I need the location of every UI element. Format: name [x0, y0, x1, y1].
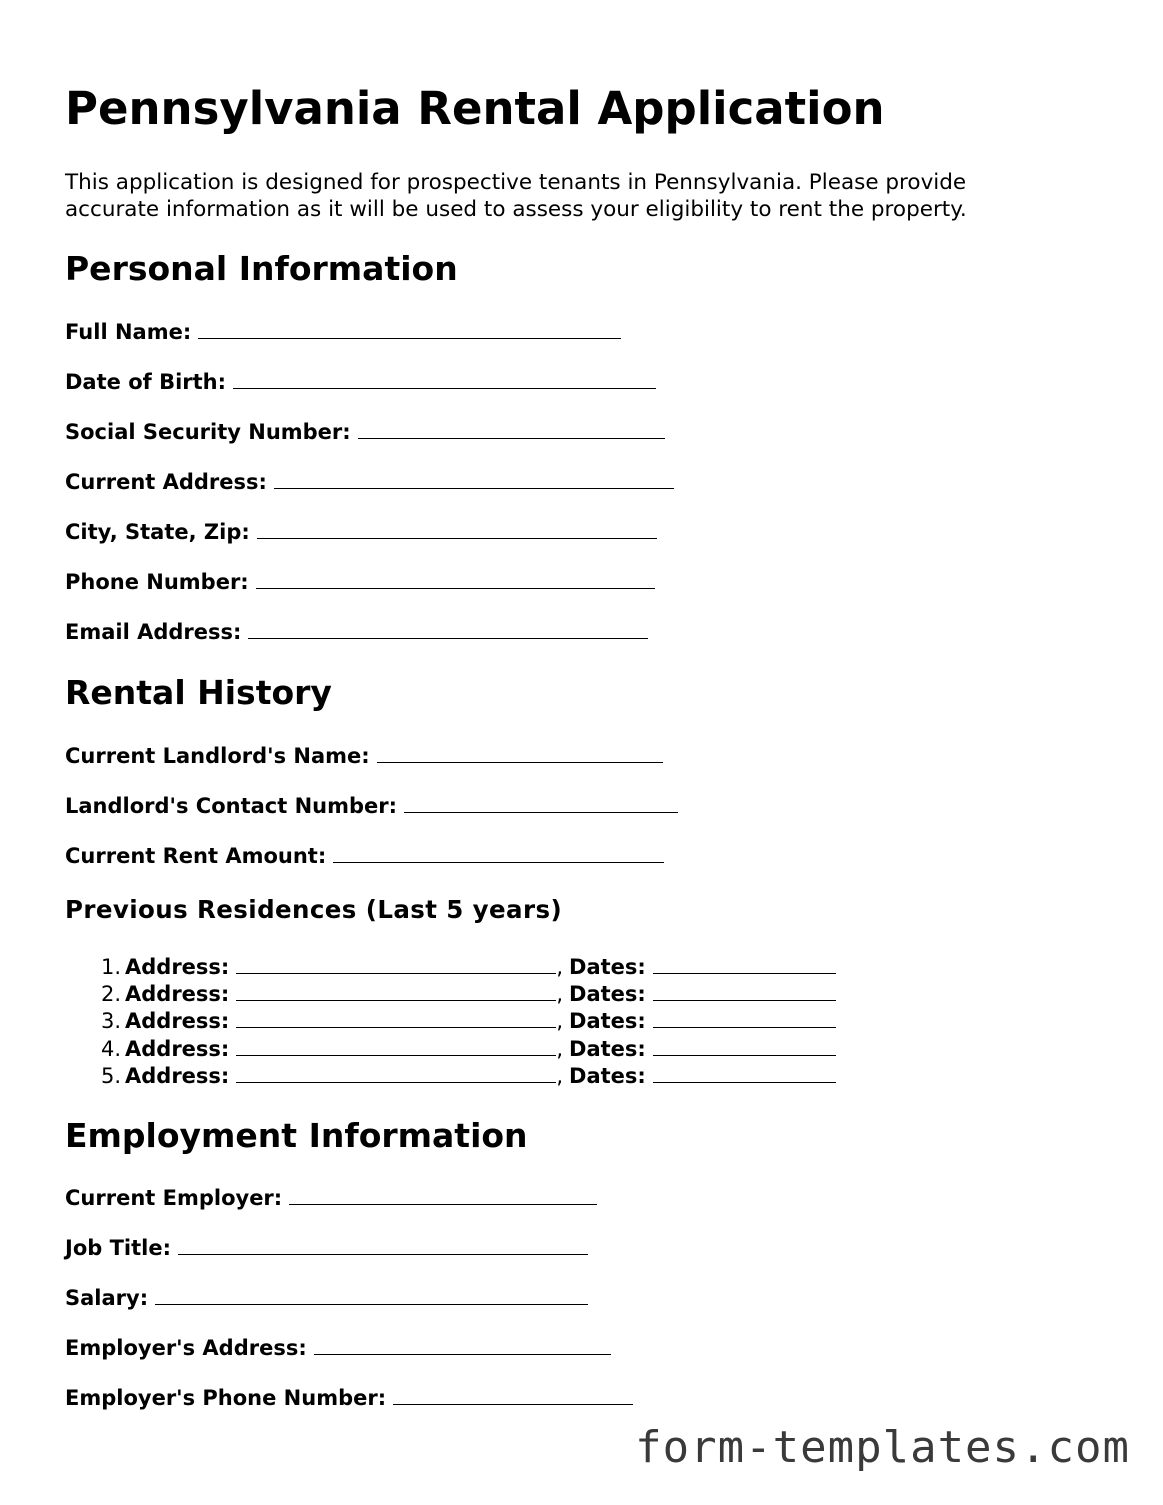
blank-line[interactable] — [289, 1184, 597, 1205]
field-label: Current Employer: — [65, 1186, 283, 1210]
current-address-field[interactable] — [65, 468, 674, 496]
field-label: Salary: — [65, 1286, 149, 1310]
employer-address-field[interactable] — [65, 1334, 611, 1362]
blank-line[interactable] — [333, 842, 664, 863]
blank-line[interactable] — [256, 568, 655, 589]
blank-line[interactable] — [377, 742, 663, 763]
address-blank[interactable] — [236, 1035, 556, 1056]
current-rent-amount-field[interactable] — [65, 842, 664, 870]
list-number: 1. — [100, 955, 121, 979]
field-label: Current Rent Amount: — [65, 844, 327, 868]
blank-line[interactable] — [178, 1234, 588, 1255]
dates-label: Dates: — [569, 1009, 646, 1034]
employer-phone-number-field[interactable] — [65, 1384, 633, 1412]
address-label: Address: — [125, 955, 230, 979]
list-item: 3. Address: , Dates: — [65, 1007, 836, 1034]
address-label: Address: — [125, 1009, 230, 1034]
blank-line[interactable] — [248, 618, 648, 639]
ssn-field[interactable] — [65, 418, 665, 446]
field-label: Email Address: — [65, 620, 242, 644]
dates-blank[interactable] — [653, 1007, 836, 1028]
current-landlord-name-field[interactable] — [65, 742, 663, 770]
section-heading-personal-information: Personal Information — [65, 249, 458, 288]
dates-blank[interactable] — [653, 953, 836, 974]
dates-blank[interactable] — [653, 1035, 836, 1056]
list-item: 1. Address: , Dates: — [65, 953, 836, 980]
section-heading-employment-information: Employment Information — [65, 1116, 528, 1155]
dates-label: Dates: — [569, 1036, 646, 1061]
field-label: Job Title: — [65, 1236, 171, 1260]
address-label: Address: — [125, 982, 230, 1007]
field-label: Full Name: — [65, 320, 192, 344]
blank-line[interactable] — [393, 1384, 633, 1405]
list-item: 4. Address: , Dates: — [65, 1035, 836, 1062]
salary-field[interactable] — [65, 1284, 588, 1312]
blank-line[interactable] — [358, 418, 665, 439]
blank-line[interactable] — [314, 1334, 611, 1355]
dates-blank[interactable] — [653, 980, 836, 1001]
email-address-field[interactable] — [65, 618, 648, 646]
field-label: Current Landlord's Name: — [65, 744, 370, 768]
blank-line[interactable] — [274, 468, 674, 489]
blank-line[interactable] — [198, 318, 621, 339]
current-employer-field[interactable] — [65, 1184, 597, 1212]
job-title-field[interactable] — [65, 1234, 588, 1262]
address-blank[interactable] — [236, 980, 556, 1001]
list-number: 2. — [100, 982, 121, 1007]
city-state-zip-field[interactable] — [65, 518, 657, 546]
previous-residences-list — [65, 953, 836, 1089]
subheading-previous-residences: Previous Residences (Last 5 years) — [65, 895, 563, 924]
list-number: 4. — [100, 1036, 121, 1061]
blank-line[interactable] — [233, 368, 656, 389]
field-label: Current Address: — [65, 470, 267, 494]
field-label: Social Security Number: — [65, 420, 351, 444]
intro-paragraph: This application is designed for prospective tenants in Pennsylvania. Please provide accurate information as it will be used to assess your eligibility to rent the property. — [65, 170, 967, 222]
dates-label: Dates: — [569, 955, 646, 979]
blank-line[interactable] — [257, 518, 657, 539]
list-item: 5. Address: , Dates: — [65, 1062, 836, 1089]
landlord-contact-number-field[interactable] — [65, 792, 678, 820]
field-label: Phone Number: — [65, 570, 249, 594]
field-label: Employer's Phone Number: — [65, 1386, 387, 1410]
address-blank[interactable] — [236, 953, 556, 974]
blank-line[interactable] — [404, 792, 678, 813]
field-label: City, State, Zip: — [65, 520, 250, 544]
address-blank[interactable] — [236, 1007, 556, 1028]
page-title: Pennsylvania Rental Application — [65, 82, 885, 135]
list-item: 2. Address: , Dates: — [65, 980, 836, 1007]
date-of-birth-field[interactable] — [65, 368, 656, 396]
address-label: Address: — [125, 1036, 230, 1061]
address-blank[interactable] — [236, 1062, 556, 1083]
dates-label: Dates: — [569, 1063, 646, 1088]
watermark: form-templates.com — [635, 1422, 1130, 1473]
blank-line[interactable] — [155, 1284, 588, 1305]
field-label: Employer's Address: — [65, 1336, 307, 1360]
field-label: Date of Birth: — [65, 370, 227, 394]
full-name-field[interactable] — [65, 318, 621, 346]
dates-blank[interactable] — [653, 1062, 836, 1083]
list-number: 5. — [100, 1063, 121, 1088]
list-number: 3. — [100, 1009, 121, 1034]
section-heading-rental-history: Rental History — [65, 673, 332, 712]
phone-number-field[interactable] — [65, 568, 655, 596]
address-label: Address: — [125, 1063, 230, 1088]
field-label: Landlord's Contact Number: — [65, 794, 398, 818]
dates-label: Dates: — [569, 982, 646, 1007]
